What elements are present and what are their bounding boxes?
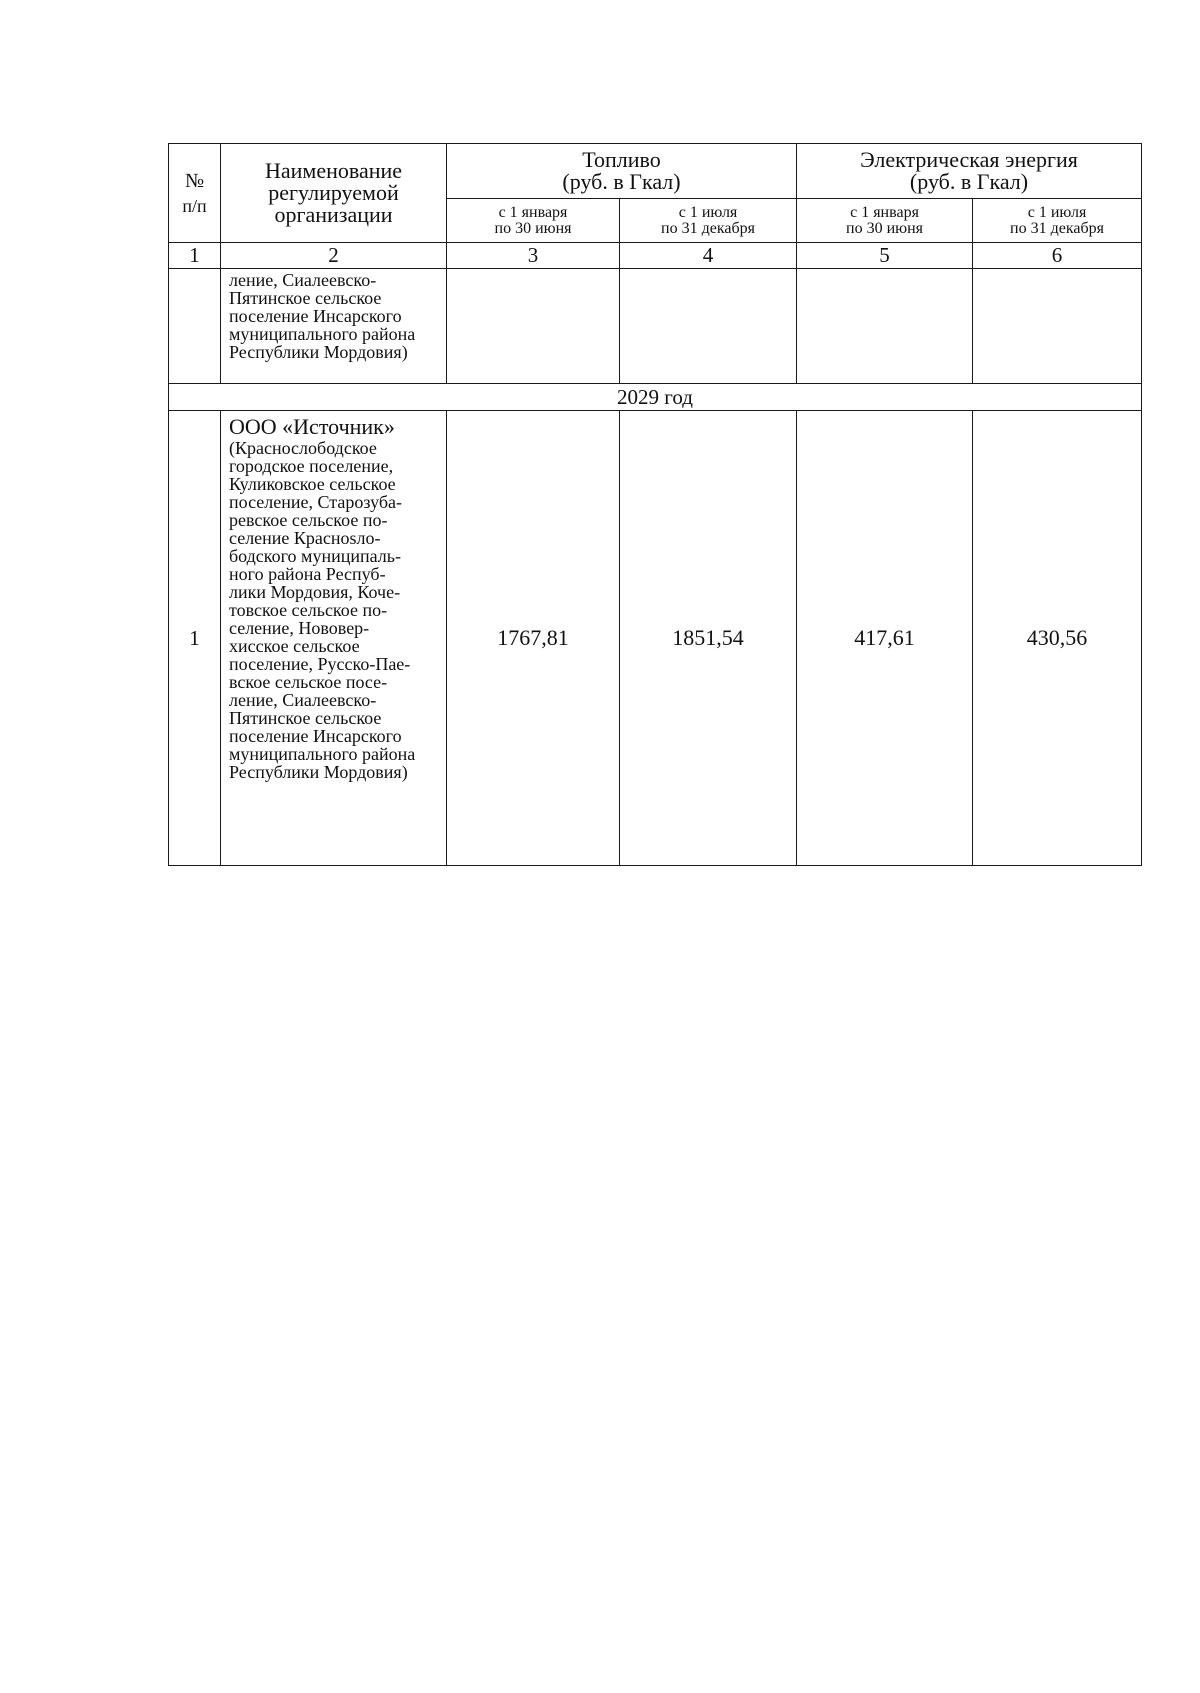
header-electricity-period-2-line-1: с 1 июля [1027,203,1087,221]
continuation-org-name [221,269,447,384]
continuation-org-line: ление, Сиалеевско- [229,270,377,290]
org-line: ного района Респуб- [229,564,386,584]
org-line: ревское сельское по- [229,510,388,530]
continuation-row [169,269,1142,384]
org-line: поселение, Русско-Пае- [229,654,411,674]
continuation-fuel-1 [447,269,620,384]
org-line: Республики Мордовия) [229,762,408,782]
org-line: товское сельское по- [229,600,388,620]
column-index-5: 5 [797,243,973,269]
column-index-1: 1 [169,243,221,269]
org-line: селение, Нововер- [229,618,370,638]
header-fuel [447,144,797,199]
org-line: городское поселение, [229,456,394,476]
header-num [169,144,221,243]
header-fuel-period-1 [447,199,620,243]
year-row [169,384,1142,411]
fuel-h1-value: 1767,81 [447,411,620,866]
header-electricity [797,144,1142,199]
org-line: (Краснослободское [229,438,377,458]
continuation-org-line: Пятинское сельское [229,288,382,308]
continuation-org-line: муниципального района [229,324,416,344]
org-title: ООО «Источник» [229,414,395,439]
header-org-name-line-2: регулируемой [268,180,399,205]
tariff-table [168,143,1142,866]
header-electricity-period-1-line-2: по 30 июня [846,219,924,237]
header-electricity-line-2: (руб. в Гкал) [909,169,1029,194]
row-num: 1 [169,411,221,866]
header-fuel-period-1-line-1: с 1 января [498,203,568,221]
header-electricity-line-1: Электрическая энергия [860,147,1078,172]
continuation-elec-2 [973,269,1142,384]
org-line: Куликовское сельское [229,474,396,494]
org-line: лики Мордовия, Коче- [229,582,401,602]
header-electricity-period-1-line-1: с 1 января [850,203,919,221]
year-label: 2029 год [169,384,1142,411]
org-line: муниципального района [229,744,416,764]
column-index-2: 2 [221,243,447,269]
continuation-org-line: Республики Мордовия) [229,342,408,362]
header-electricity-period-2-line-2: по 31 декабря [1010,219,1104,237]
header-org-name-line-1: Наименование [264,158,403,183]
header-fuel-period-1-line-2: по 30 июня [494,219,572,237]
column-index-4: 4 [620,243,797,269]
org-line: бодского муниципаль- [229,546,401,566]
elec-h2-value: 430,56 [973,411,1142,866]
continuation-fuel-2 [620,269,797,384]
header-fuel-line-1: Топливо [582,147,661,172]
header-num-line-1: № [184,170,205,192]
header-fuel-period-2-line-1: с 1 июля [678,203,738,221]
org-line: селение Краснosло- [229,528,381,548]
fuel-h2-value: 1851,54 [620,411,797,866]
column-index-row [169,243,1142,269]
continuation-elec-1 [797,269,973,384]
continuation-num [169,269,221,384]
column-index-6: 6 [973,243,1142,269]
header-fuel-line-2: (руб. в Гкал) [562,169,681,194]
header-fuel-period-2-line-2: по 31 декабря [661,219,755,237]
org-line: хисское сельское [229,636,360,656]
org-line: поселение Инсарского [229,726,402,746]
org-line: вское сельское посе- [229,672,388,692]
row-org-name [221,411,447,866]
elec-h1-value: 417,61 [797,411,973,866]
header-org-name-line-3: организации [274,202,393,227]
org-line: Пятинское сельское [229,708,382,728]
continuation-org-line: поселение Инсарского [229,306,402,326]
org-line: ление, Сиалеевско- [229,690,377,710]
header-electricity-period-1 [797,199,973,243]
org-line: поселение, Старозуба- [229,492,402,512]
table-row [169,411,1142,866]
header-num-line-2: п/п [182,196,207,216]
header-org-name [221,144,447,243]
column-index-3: 3 [447,243,620,269]
header-fuel-period-2 [620,199,797,243]
header-electricity-period-2 [973,199,1142,243]
